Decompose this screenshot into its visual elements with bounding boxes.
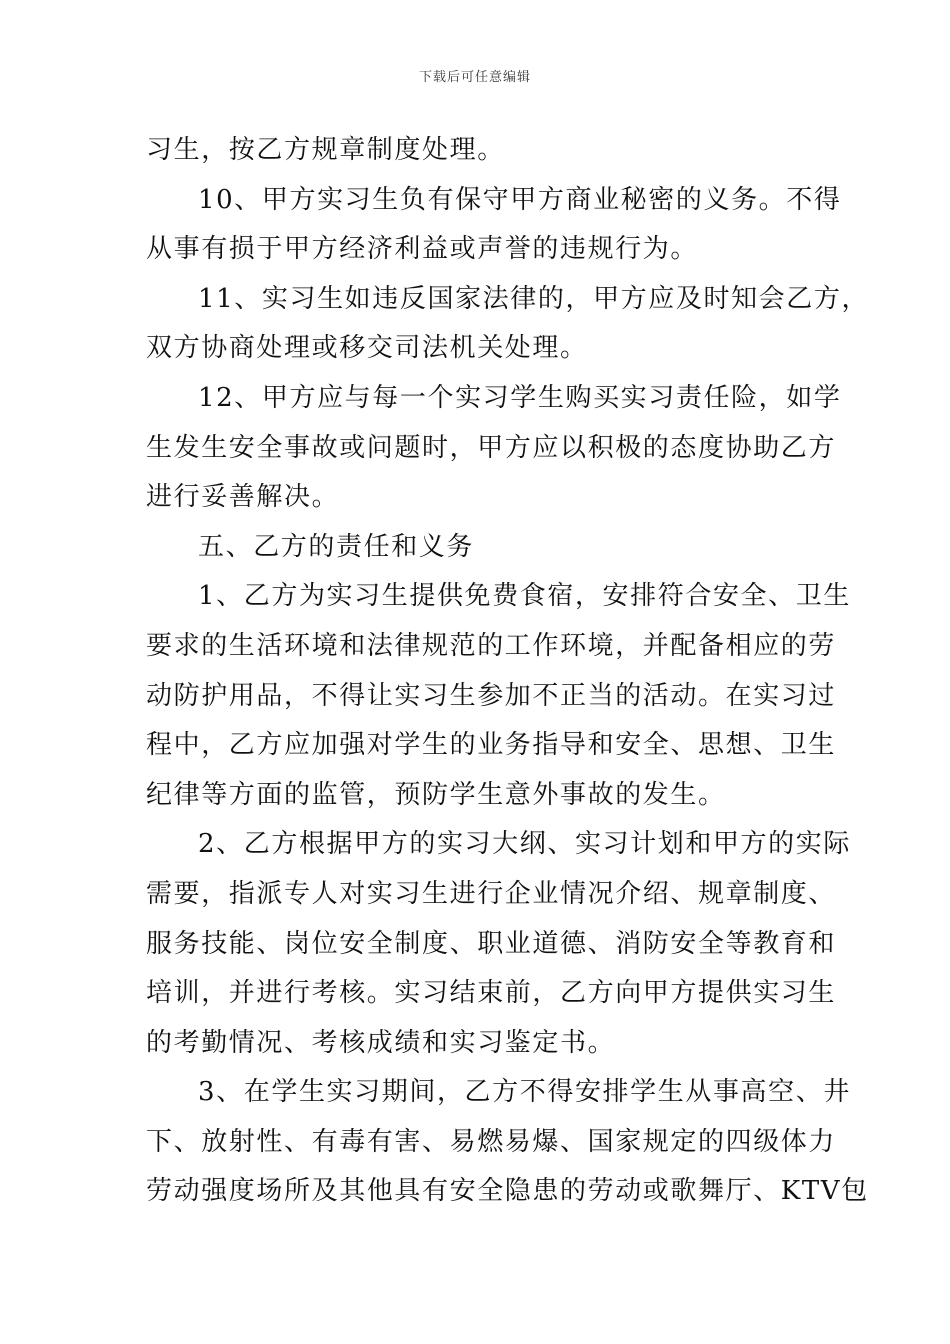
text-line: 培训，并进行考核。实习结束前，乙方向甲方提供实习生: [146, 978, 837, 1009]
text-line: 下、放射性、有毒有害、易燃易爆、国家规定的四级体力: [146, 1126, 837, 1157]
text-line: 五、乙方的责任和义务: [198, 531, 475, 562]
text-line: 服务技能、岗位安全制度、职业道德、消防安全等教育和: [146, 928, 837, 959]
text-line: 的考勤情况、考核成绩和实习鉴定书。: [146, 1027, 616, 1058]
text-line: 要求的生活环境和法律规范的工作环境，并配备相应的劳: [146, 630, 837, 661]
text-line: 从事有损于甲方经济利益或声誉的违规行为。: [146, 234, 699, 265]
text-line: 进行妥善解决。: [146, 482, 340, 513]
text-line: 程中，乙方应加强对学生的业务指导和安全、思想、卫生: [146, 730, 837, 761]
text-line: 3、在学生实习期间，乙方不得安排学生从事高空、井: [198, 1077, 851, 1108]
text-line: 需要，指派专人对实习生进行企业情况介绍、规章制度、: [146, 878, 837, 909]
text-line: 生发生安全事故或问题时，甲方应以积极的态度协助乙方: [146, 432, 837, 463]
text-line: 劳动强度场所及其他具有安全隐患的劳动或歌舞厅、KTV包: [146, 1176, 869, 1207]
text-line: 2、乙方根据甲方的实习大纲、实习计划和甲方的实际: [198, 829, 851, 860]
text-line: 12、甲方应与每一个实习学生购买实习责任险，如学: [198, 382, 842, 413]
text-line: 双方协商处理或移交司法机关处理。: [146, 333, 588, 364]
text-line: 11、实习生如违反国家法律的，甲方应及时知会乙方，: [198, 283, 870, 314]
text-line: 纪律等方面的监管，预防学生意外事故的发生。: [146, 779, 726, 810]
text-line: 习生，按乙方规章制度处理。: [146, 135, 505, 165]
text-line: 10、甲方实习生负有保守甲方商业秘密的义务。不得: [198, 184, 842, 215]
page-header: 下载后可任意编辑: [418, 70, 531, 85]
document-body: [146, 126, 870, 1217]
text-line: 1、乙方为实习生提供免费食宿，安排符合安全、卫生: [198, 581, 851, 612]
text-line: 动防护用品，不得让实习生参加不正当的活动。在实习过: [146, 680, 837, 711]
